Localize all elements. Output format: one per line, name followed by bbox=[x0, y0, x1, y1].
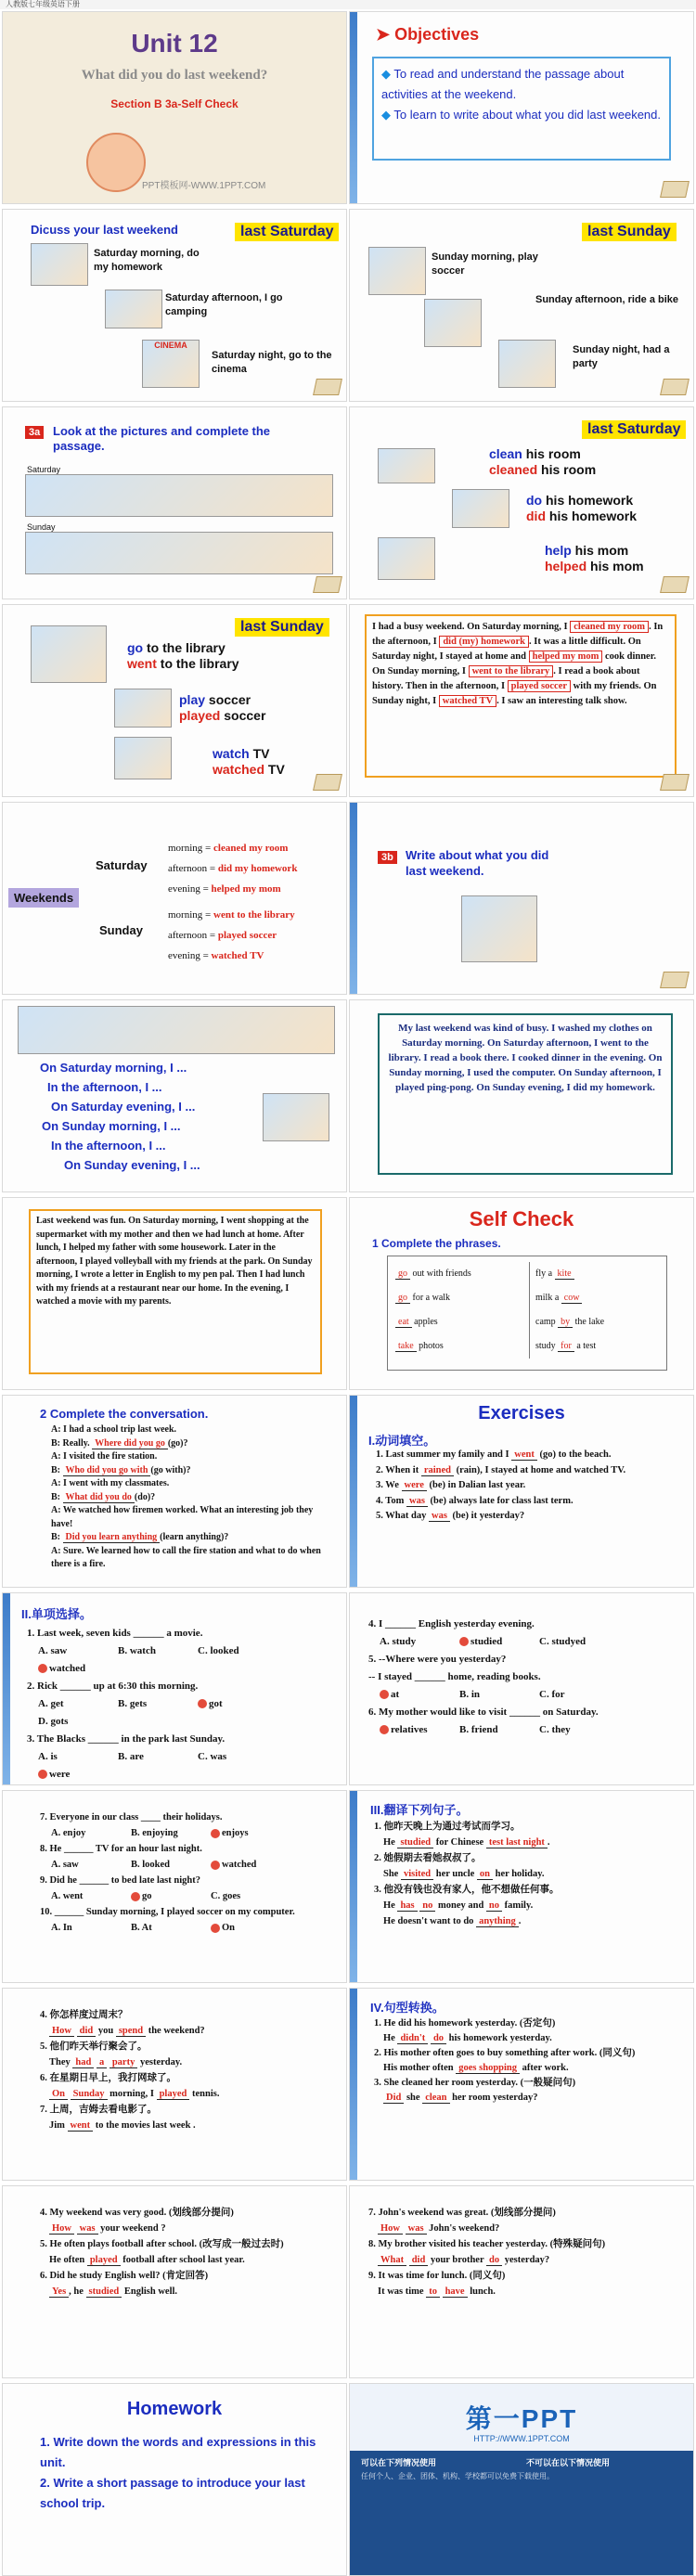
saturday-label: Saturday bbox=[27, 465, 61, 474]
self-check-title: Self Check bbox=[469, 1207, 574, 1230]
sample-passage-1: My last weekend was kind of busy. I washed my clothes on Saturday morning. On Saturday afternoon, I went to the library. I read a book there. I cooked dinner in the evening. On Sunday morning, I used the computer. On Sunday afternoon, I played ping-pong. On Sunday evening, I did my homework. bbox=[378, 1013, 673, 1175]
writing-prompts bbox=[40, 1058, 200, 1175]
book-icon bbox=[660, 379, 690, 395]
slide-title bbox=[2, 11, 347, 204]
cooking-picture bbox=[263, 1093, 329, 1141]
diamond-icon: ◆ bbox=[381, 108, 391, 122]
answer-mark-icon bbox=[380, 1725, 389, 1734]
mcq-set-1: 1. Last week, seven kids ______ a movie. A. saw B. watch C. lookedwatched 2. Rick ______ up at 6:30 this morning. A. get B. gets gotD. gots 3. The Blacks ______ in the park last Sunday. A. is B. are C. waswere bbox=[27, 1628, 239, 1780]
verb-watch: watch TV watched TV bbox=[213, 746, 285, 777]
kids-illustration bbox=[86, 133, 146, 192]
prompt-1: On Saturday morning, I ... bbox=[40, 1061, 187, 1075]
translate-set-1: 1. 他昨天晚上为通过考试而学习。 He studied for Chinese test last night . 2. 她假期去看她叔叔了。 She visited her uncle on her holiday. 3. 他没有钱也没有家人，他不想做任何事。 He has no money and no family. He doesn't want to do anything . bbox=[374, 1822, 560, 1926]
camping-picture bbox=[105, 290, 162, 328]
transform-set-1: 1. He did his homework yesterday. (否定句) He didn't do his homework yesterday. 2. His mother often goes to buy something after work. (同义句) His mother often goes shopping after work. 3. She cleaned her room yesterday. (一般疑问句) Did she clean her room yesterday? bbox=[374, 2018, 636, 2103]
passage-3a: I had a busy weekend. On Saturday morning, I cleaned my room . In the afternoon, I did (my) homework . It was a little difficult. On Saturday night, I stayed at home and helped my mom cook dinner. On Sunday morning, I went to the library . I read a book about history. Then in the afternoon, I played soccer with my friends. On Sunday night, I watched TV . I saw an interesting talk show. bbox=[365, 614, 677, 778]
slide-translate-2 bbox=[2, 1988, 347, 2181]
section-transform: IV.句型转换。 bbox=[370, 2001, 445, 2015]
answer-mark-icon bbox=[211, 1829, 220, 1838]
slide-mcq-2 bbox=[349, 1592, 694, 1785]
credits-panel bbox=[350, 2451, 693, 2575]
prompt-3: On Saturday evening, I ... bbox=[51, 1100, 196, 1114]
slide-sunday-verbs bbox=[2, 604, 347, 797]
slide-sidebar bbox=[350, 1791, 357, 1982]
slide-translate-1 bbox=[349, 1790, 694, 1983]
answer-mark-icon bbox=[38, 1770, 47, 1779]
saturday-night-text: Saturday night, go to the cinema bbox=[212, 350, 332, 375]
homework-picture bbox=[31, 243, 88, 286]
saturday-morning-text: Saturday morning, do my homework bbox=[94, 248, 200, 273]
answer-mark-icon bbox=[131, 1892, 140, 1901]
slide-transform-2 bbox=[2, 2185, 347, 2378]
verb-go: go to the library went to the library bbox=[127, 640, 239, 671]
mcq-set-3: 7. Everyone in our class ____ their holidays. A. enjoy B. enjoying enjoys 8. He ______ TV for an hour last night. A. saw B. looked watched 9. Did he ______ to bed late last night? A. went go C. goes 10. ______ Sunday morning, I played soccer on my computer. A. In B. At On bbox=[40, 1812, 295, 1933]
soccer-picture bbox=[114, 689, 172, 728]
slide-passage-3a bbox=[349, 604, 694, 797]
sun-morning: morning = went to the library bbox=[168, 909, 295, 921]
translate-set-2: 4. 你怎样度过周末？ How did you spend the weekend? 5. 他们昨天举行聚会了。 They had a party yesterday. 6. 在星期日早上，我打网球了。 On Sunday morning, I played tennis. 7. 上周，吉姆去看电影了。 Jim went to the movies last week . bbox=[40, 2010, 220, 2131]
verb-questions: 1. Last summer my family and I went (go) to the beach. 2. When it rained (rain), I stayed at home and watched TV. 3. We were (be) in Dalian last year. 4. Tom was (be) always late for class last term. 5. What day was (be) it yesterday? bbox=[376, 1449, 626, 1521]
section-verbs: I.动词填空。 bbox=[368, 1434, 436, 1448]
instruction-3a: Look at the pictures and complete the passage. bbox=[53, 424, 271, 453]
sample-passage-2: Last weekend was fun. On Saturday morning, I went shopping at the supermarket with my mother and then we had lunch at home. After lunch, I helped my father with some housework. Later in the afternoon, I played volleyball with my friends at the park. On Sunday morning, I wrote a letter in English to my pen pal. Then I had lunch with my friends at a restaurant near our home. In the evening, I watched a movie with my parents. bbox=[29, 1209, 322, 1374]
sunday-morning-text: Sunday morning, play soccer bbox=[432, 251, 538, 277]
slide-saturday-verbs bbox=[349, 406, 694, 599]
answer-mark-icon bbox=[459, 1637, 469, 1646]
last-saturday-tag: last Saturday bbox=[235, 223, 339, 241]
book-icon bbox=[660, 972, 690, 988]
verb-do: do his homework did his homework bbox=[526, 493, 638, 523]
last-sunday-tag: last Sunday bbox=[582, 223, 677, 241]
library-picture bbox=[31, 625, 107, 683]
mindmap-sunday: Sunday bbox=[99, 923, 143, 937]
answer-mark-icon bbox=[38, 1664, 47, 1673]
objective-1: ◆ To read and understand the passage about activities at the weekend. bbox=[381, 67, 625, 101]
prompt-5: In the afternoon, I ... bbox=[51, 1139, 166, 1153]
objective-2: ◆ To learn to write about what you did last weekend. bbox=[381, 108, 662, 122]
slide-mcq-1 bbox=[2, 1592, 347, 1785]
slide-transform-1 bbox=[349, 1988, 694, 2181]
activities-picture bbox=[18, 1006, 335, 1054]
sun-afternoon: afternoon = played soccer bbox=[168, 930, 277, 941]
slide-3b bbox=[349, 802, 694, 995]
conversation-sub: 2 Complete the conversation. bbox=[40, 1407, 209, 1421]
homework-picture bbox=[452, 489, 509, 528]
badge-3a: 3a bbox=[25, 426, 44, 439]
slide-sample-2 bbox=[2, 1197, 347, 1390]
saturday-strip bbox=[25, 474, 333, 517]
book-icon bbox=[660, 181, 690, 198]
section-mcq: II.单项选择。 bbox=[21, 1607, 92, 1621]
unit-question: What did you do last weekend? bbox=[81, 68, 268, 83]
sunday-afternoon-text: Sunday afternoon, ride a bike bbox=[535, 294, 679, 305]
mindmap-root: Weekends bbox=[8, 888, 79, 908]
slide-conversation bbox=[2, 1395, 347, 1588]
homework-item-1: 1. Write down the words and expressions in this unit. bbox=[40, 2435, 316, 2469]
help-mom-picture bbox=[378, 537, 435, 580]
sat-afternoon: afternoon = did my homework bbox=[168, 863, 298, 874]
sunday-label: Sunday bbox=[27, 522, 56, 532]
prompt-4: On Sunday morning, I ... bbox=[42, 1119, 181, 1133]
credits-note: 任何个人、企业、团体、机构、学校都可以免费下载使用。 bbox=[361, 2472, 554, 2480]
slide-last-sunday bbox=[349, 209, 694, 402]
book-icon bbox=[660, 774, 690, 791]
verb-help: help his mom helped his mom bbox=[545, 543, 644, 573]
slide-transform-3 bbox=[349, 2185, 694, 2378]
bike-picture bbox=[424, 299, 482, 347]
answer-mark-icon bbox=[380, 1690, 389, 1699]
exercises-title: Exercises bbox=[478, 1403, 565, 1423]
phrases-box bbox=[387, 1256, 667, 1371]
book-icon bbox=[313, 774, 342, 791]
last-sunday-tag: last Sunday bbox=[235, 618, 329, 637]
slide-homework bbox=[2, 2383, 347, 2576]
saturday-afternoon-text: Saturday afternoon, I go camping bbox=[165, 292, 283, 317]
homework-title: Homework bbox=[126, 2399, 223, 2419]
transform-set-2: 4. My weekend was very good. (划线部分提问) How was your weekend ? 5. He often plays football after school. (改写成一般过去时) He often played football after school last year. 6. Did he study English well? (肯定回答) Yes , he studied English well. bbox=[40, 2208, 284, 2297]
verb-clean: clean his room cleaned his room bbox=[489, 446, 597, 477]
self-check-sub: 1 Complete the phrases. bbox=[372, 1237, 501, 1250]
arrow-icon: ➤ bbox=[376, 25, 395, 44]
phrases-left: go out with friends go for a walk eat apples take photos bbox=[395, 1262, 471, 1359]
sun-evening: evening = watched TV bbox=[168, 950, 264, 961]
objectives-title: ➤ Objectives bbox=[376, 25, 480, 44]
slide-sidebar bbox=[350, 1989, 357, 2180]
slide-exercises-1 bbox=[349, 1395, 694, 1588]
sunday-strip bbox=[25, 532, 333, 574]
answer-mark-icon bbox=[198, 1699, 207, 1708]
clean-picture bbox=[378, 448, 435, 483]
instruction-3b: Write about what you did last weekend. bbox=[406, 848, 549, 878]
party-picture bbox=[498, 340, 556, 388]
section-translate: III.翻译下列句子。 bbox=[370, 1803, 469, 1817]
slide-objectives bbox=[349, 11, 694, 204]
answer-mark-icon bbox=[211, 1924, 220, 1933]
slide-3a bbox=[2, 406, 347, 599]
book-icon bbox=[660, 576, 690, 593]
discuss-title: Dicuss your last weekend bbox=[31, 223, 178, 237]
answer-mark-icon bbox=[211, 1861, 220, 1870]
sat-morning: morning = cleaned my room bbox=[168, 843, 289, 854]
slide-sidebar bbox=[350, 12, 357, 203]
sat-evening: evening = helped my mom bbox=[168, 883, 281, 895]
writing-boy-picture bbox=[461, 895, 537, 962]
homework-item-2: 2. Write a short passage to introduce your last school trip. bbox=[40, 2476, 305, 2510]
credits-col1: 可以在下列情况使用 bbox=[361, 2458, 437, 2467]
slide-credits bbox=[349, 2383, 694, 2576]
mindmap-saturday: Saturday bbox=[96, 858, 148, 872]
slide-sidebar bbox=[350, 803, 357, 994]
book-icon bbox=[313, 379, 342, 395]
section-label: Section B 3a-Self Check bbox=[110, 97, 238, 110]
unit-title: Unit 12 bbox=[131, 29, 218, 58]
slide-self-check bbox=[349, 1197, 694, 1390]
top-header: 人教版七年级英语下册 bbox=[0, 0, 696, 9]
credits-url: HTTP://WWW.1PPT.COM bbox=[473, 2434, 570, 2443]
book-icon bbox=[313, 576, 342, 593]
sunday-night-text: Sunday night, had a party bbox=[573, 344, 670, 369]
saturday-branches bbox=[168, 838, 297, 899]
credits-col2: 不可以在以下情况使用 bbox=[526, 2458, 611, 2467]
prompt-6: On Sunday evening, I ... bbox=[64, 1158, 200, 1172]
tv-picture bbox=[114, 737, 172, 779]
slide-mindmap bbox=[2, 802, 347, 995]
credits-logo: 第一PPT bbox=[465, 2404, 578, 2433]
phrases-right: fly a kite milk a cow camp by the lake study for a test bbox=[529, 1262, 604, 1359]
slide-discuss bbox=[2, 209, 347, 402]
conversation-lines: A: I had a school trip last week. B: Really. Where did you go (go)? A: I visited the fire station. B: Who did you go with (go with)? A: I went with my classmates. B: What did you do (do)? A: We watched how firemen worked. What an interesting job they have! B: Did you learn anything (learn anything)? A: Sure. We learned how to call the fire station and what to do when there is a fire. bbox=[51, 1424, 321, 1569]
badge-3b: 3b bbox=[378, 851, 397, 864]
slide-writing-prompts bbox=[2, 999, 347, 1192]
last-saturday-tag: last Saturday bbox=[582, 420, 686, 439]
prompt-2: In the afternoon, I ... bbox=[47, 1080, 162, 1094]
diamond-icon: ◆ bbox=[381, 67, 391, 81]
site-logo: PPT模板网-WWW.1PPT.COM bbox=[142, 181, 266, 191]
verb-play: play soccer played soccer bbox=[179, 692, 266, 723]
soccer-picture bbox=[368, 247, 426, 295]
slide-mcq-3 bbox=[2, 1790, 347, 1983]
homework-list bbox=[40, 2432, 318, 2514]
slide-sample-1 bbox=[349, 999, 694, 1192]
objectives-box bbox=[372, 57, 671, 161]
mcq-set-2: 4. I ______ English yesterday evening. A. study studied C. studyed 5. --Where were you yesterday? -- I stayed ______ home, reading books. at B. in C. for 6. My mother would like to visit ______ on Saturday. relatives B. friend C. they bbox=[368, 1618, 599, 1735]
transform-set-3: 7. John's weekend was great. (划线部分提问) How was John's weekend? 8. My brother visited his teacher yesterday. (特殊疑问句) What did your brother do yesterday? 9. It was time for lunch. (同义句) It was time to have lunch. bbox=[368, 2208, 606, 2297]
slide-sidebar bbox=[3, 1593, 10, 1784]
sunday-branches bbox=[168, 905, 295, 966]
cinema-picture: CINEMA bbox=[142, 340, 200, 388]
